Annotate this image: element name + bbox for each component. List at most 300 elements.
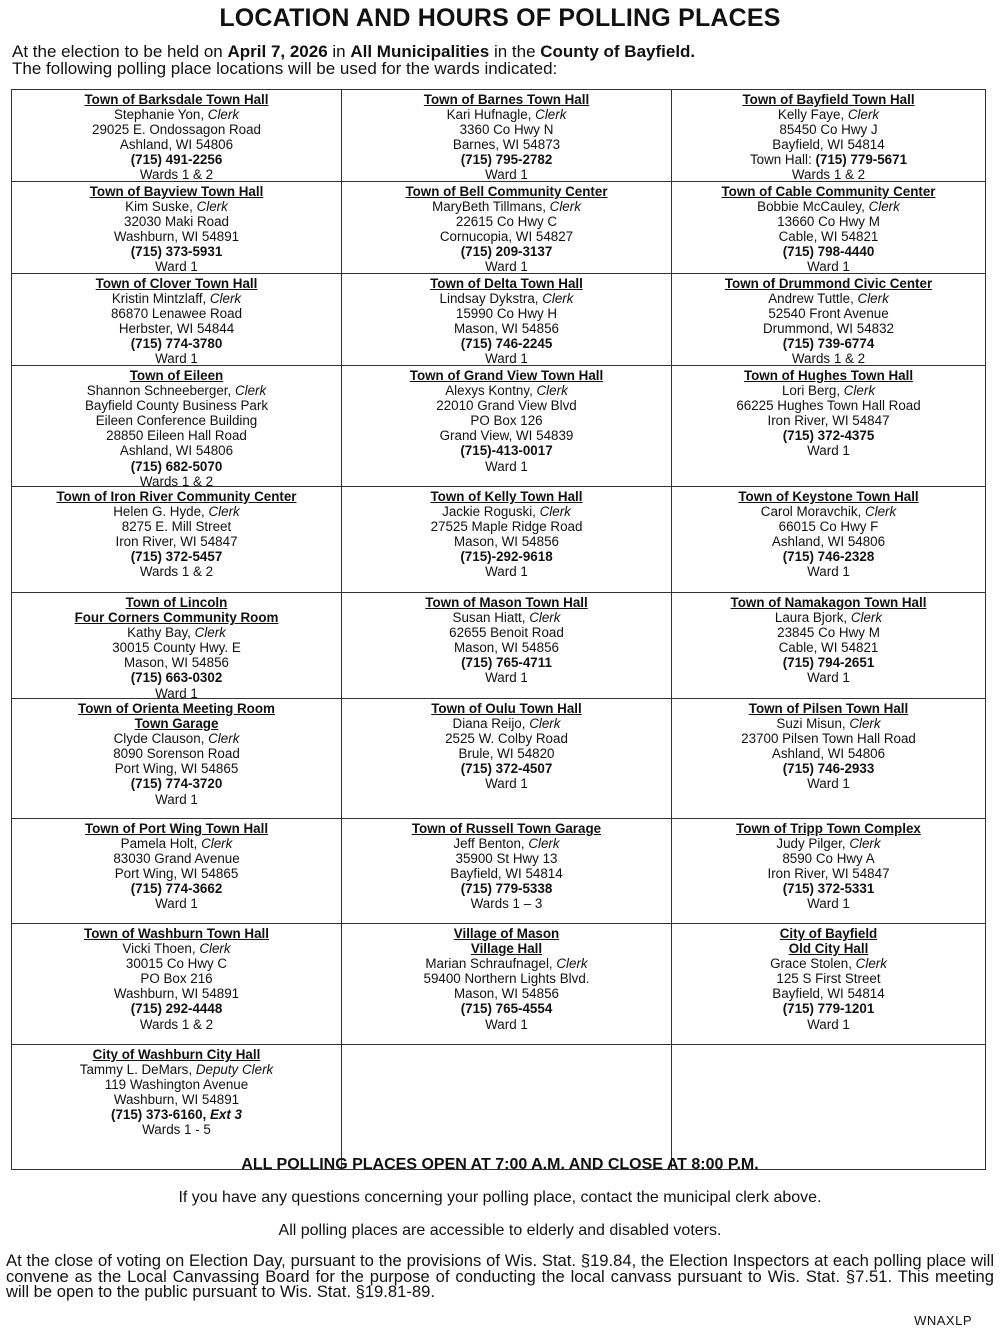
wards: Ward 1 xyxy=(807,896,850,912)
clerk-line xyxy=(12,1062,341,1077)
polling-place-cell xyxy=(342,593,672,699)
phone-number: (715)-292-9618 xyxy=(460,549,553,565)
empty-cell xyxy=(342,1045,672,1170)
phone-line xyxy=(12,670,341,685)
phone-line xyxy=(342,443,671,458)
wards: Wards 1 – 3 xyxy=(470,896,543,912)
clerk-name: Bobbie McCauley, xyxy=(757,199,869,215)
address-line: 59400 Northern Lights Blvd. xyxy=(423,971,590,987)
clerk-name: Kathy Bay, xyxy=(127,625,195,641)
clerk-line xyxy=(672,836,985,851)
wards: Wards 1 - 5 xyxy=(142,1122,211,1138)
clerk-name: Shannon Schneeberger, xyxy=(86,383,235,399)
address-line: Mason, WI 54856 xyxy=(454,986,559,1002)
polling-place-name: Town of Port Wing Town Hall xyxy=(84,821,269,836)
phone-line xyxy=(12,549,341,564)
wards: Ward 1 xyxy=(155,259,198,274)
address-line: Bayfield, WI 54814 xyxy=(772,986,885,1002)
address-line: Bayfield, WI 54814 xyxy=(450,866,563,882)
phone-line xyxy=(672,1001,985,1016)
clerk-name: Diana Reijo, xyxy=(452,716,530,732)
clerk-name: Carol Moravchik, xyxy=(760,504,865,520)
address-line: 62655 Benoit Road xyxy=(449,625,564,641)
polling-place-cell xyxy=(12,819,342,924)
polling-place-name: Town Garage xyxy=(134,716,219,732)
phone-number: (715) 746-2328 xyxy=(782,549,875,565)
clerk-role: Clerk xyxy=(868,199,900,215)
county: County of Bayfield. xyxy=(540,42,696,61)
address-line: Eileen Conference Building xyxy=(95,413,258,429)
canvass-statement: At the close of voting on Election Day, pursuant to the provisions of Wis. Stat. §19.84, the Election Inspectors at each polling place will convene as the Local Canvassing Board for the purpose of conducting the local canvass pursuant to Wis. Stat. §7.51. This meeting will be open to the public pursuant to Wis. Stat. §19.81-89. xyxy=(6,1251,994,1301)
phone-number: (715) 774-3720 xyxy=(130,776,223,792)
polling-place-name: Town of Iron River Community Center xyxy=(56,489,297,504)
clerk-line xyxy=(12,625,341,640)
polling-place-name: Old City Hall xyxy=(788,941,869,957)
phone-line xyxy=(12,1107,341,1122)
address-line: Mason, WI 54856 xyxy=(454,321,559,337)
clerk-name: Judy Pilger, xyxy=(776,836,850,852)
polling-place-cell xyxy=(672,699,986,819)
polling-place-name: Town of Lincoln xyxy=(125,595,228,610)
wards: Ward 1 xyxy=(485,351,528,366)
address-line: Cable, WI 54821 xyxy=(778,640,879,656)
clerk-name: Stephanie Yon, xyxy=(113,107,208,123)
phone-number: (715) 779-1201 xyxy=(782,1001,875,1017)
phone-extension: Ext 3 xyxy=(210,1107,243,1123)
phone-number: (715) 739-6774 xyxy=(782,336,875,352)
address-line: Drummond, WI 54832 xyxy=(763,321,894,337)
polling-place-name: Town of Namakagon Town Hall xyxy=(730,595,927,610)
polling-place-name: Town of Cable Community Center xyxy=(721,184,936,199)
phone-line xyxy=(672,428,985,443)
polling-place-name: Town of Keystone Town Hall xyxy=(738,489,919,504)
address-line: 13660 Co Hwy M xyxy=(777,214,880,230)
address-line: Brule, WI 54820 xyxy=(458,746,555,762)
address-line: 66015 Co Hwy F xyxy=(778,519,879,535)
address-line: 15990 Co Hwy H xyxy=(455,306,558,322)
address-line: 27525 Maple Ridge Road xyxy=(430,519,583,535)
polling-places-table xyxy=(11,89,986,1170)
wards: Ward 1 xyxy=(485,458,528,474)
polling-place-name: Town of Washburn Town Hall xyxy=(84,926,269,941)
notice-title: LOCATION AND HOURS OF POLLING PLACES xyxy=(219,4,781,32)
intro-text xyxy=(12,43,992,77)
polling-place-name: Village of Mason xyxy=(453,926,560,941)
wards: Ward 1 xyxy=(807,443,850,459)
polling-place-name: Town of Clover Town Hall xyxy=(95,276,258,291)
address-line: 22010 Grand View Blvd xyxy=(436,398,577,414)
clerk-name: Jackie Roguski, xyxy=(442,504,540,520)
phone-label: Town Hall: xyxy=(749,152,816,168)
address-line: 2525 W. Colby Road xyxy=(445,731,568,747)
address-line: Herbster, WI 54844 xyxy=(118,321,235,337)
clerk-role: Clerk xyxy=(864,504,897,520)
clerk-role: Clerk xyxy=(843,383,876,399)
polling-place-cell xyxy=(672,487,986,593)
polling-place-cell xyxy=(672,593,986,699)
clerk-name: Kim Suske, xyxy=(125,199,197,215)
polling-place-name: Town of Kelly Town Hall xyxy=(430,489,583,504)
intro-line-2: The following polling place locations will be used for the wards indicated: xyxy=(12,59,558,78)
phone-line xyxy=(342,881,671,896)
address-line: 66225 Hughes Town Hall Road xyxy=(736,398,921,414)
clerk-role: Clerk xyxy=(208,731,240,747)
clerk-line xyxy=(672,199,985,214)
wards: Wards 1 & 2 xyxy=(139,564,214,580)
phone-number: (715) 765-4711 xyxy=(461,655,552,671)
phone-number: (715) 372-5457 xyxy=(130,549,223,565)
clerk-role: Clerk xyxy=(208,504,240,520)
clerk-line xyxy=(672,504,985,519)
polling-place-name: Town of Barksdale Town Hall xyxy=(84,92,269,107)
election-date: April 7, 2026 xyxy=(227,42,328,61)
phone-line xyxy=(672,549,985,564)
phone-number: (715) 372-4375 xyxy=(782,428,875,444)
phone-line xyxy=(672,336,985,351)
polling-place-name: Town of Grand View Town Hall xyxy=(409,368,604,383)
phone-number: (715) 779-5671 xyxy=(815,152,908,168)
phone-line xyxy=(342,152,671,167)
address-line: Mason, WI 54856 xyxy=(124,655,229,671)
polling-place-name: Town of Pilsen Town Hall xyxy=(748,701,909,716)
address-line: Bayfield County Business Park xyxy=(84,398,269,414)
clerk-name: Clyde Clauson, xyxy=(113,731,209,747)
wards: Ward 1 xyxy=(807,776,850,792)
clerk-line xyxy=(342,504,671,519)
address-line: Ashland, WI 54806 xyxy=(119,137,234,153)
polling-place-name: Town of Oulu Town Hall xyxy=(431,701,582,716)
polling-place-name: Town of Mason Town Hall xyxy=(425,595,588,610)
polling-place-cell xyxy=(342,274,672,366)
phone-number: (715) 372-4507 xyxy=(460,761,553,777)
polling-place-name: Town of Bell Community Center xyxy=(405,184,608,199)
polling-place-name: Town of Bayview Town Hall xyxy=(89,184,264,199)
polling-place-name: City of Bayfield xyxy=(779,926,878,941)
clerk-name: Kelly Faye, xyxy=(777,107,848,123)
wards: Wards 1 & 2 xyxy=(791,351,866,366)
clerk-line xyxy=(342,107,671,122)
clerk-line xyxy=(342,291,671,306)
clerk-line xyxy=(12,941,341,956)
clerk-name: Laura Bjork, xyxy=(774,610,851,626)
wards: Ward 1 xyxy=(155,791,198,807)
phone-line xyxy=(672,655,985,670)
address-line: 86870 Lenawee Road xyxy=(110,306,243,322)
clerk-role: Clerk xyxy=(528,836,560,852)
phone-line xyxy=(12,459,341,474)
address-line: Ashland, WI 54806 xyxy=(119,443,234,459)
intro-part-1: At the election to be held on xyxy=(12,42,228,61)
polling-place-cell xyxy=(672,366,986,487)
polling-place-cell xyxy=(672,819,986,924)
phone-line xyxy=(342,761,671,776)
phone-number: (715) 209-3137 xyxy=(460,244,553,260)
address-line: Bayfield, WI 54814 xyxy=(772,137,885,153)
intro-part-2: in xyxy=(327,42,351,61)
polling-place-cell xyxy=(342,924,672,1045)
phone-number: (715) 774-3780 xyxy=(130,336,223,352)
polling-place-cell xyxy=(672,182,986,274)
address-line: 8590 Co Hwy A xyxy=(782,851,875,867)
clerk-line xyxy=(672,716,985,731)
address-line: 23700 Pilsen Town Hall Road xyxy=(741,731,916,747)
address-line: Port Wing, WI 54865 xyxy=(114,761,239,777)
phone-line xyxy=(12,244,341,259)
address-line: 23845 Co Hwy M xyxy=(777,625,880,641)
polling-place-name: Town of Orienta Meeting Room xyxy=(78,701,275,716)
address-line: PO Box 126 xyxy=(470,413,543,429)
clerk-line xyxy=(342,956,671,971)
polling-place-cell xyxy=(12,1045,342,1170)
phone-line xyxy=(12,336,341,351)
wards: Ward 1 xyxy=(485,1016,528,1032)
polling-place-cell xyxy=(12,593,342,699)
polling-place-name: City of Washburn City Hall xyxy=(92,1047,261,1062)
address-line: 85450 Co Hwy J xyxy=(779,122,878,138)
clerk-name: Suzi Misun, xyxy=(776,716,850,732)
address-line: Ashland, WI 54806 xyxy=(771,534,886,550)
phone-line xyxy=(672,244,985,259)
clerk-line xyxy=(12,199,341,214)
polling-place-cell xyxy=(672,924,986,1045)
address-line: Iron River, WI 54847 xyxy=(767,413,890,429)
phone-number: (715) 373-5931 xyxy=(130,244,223,260)
phone-line xyxy=(672,881,985,896)
clerk-line xyxy=(12,504,341,519)
clerk-role: Clerk xyxy=(850,610,883,626)
address-line: 8090 Sorenson Road xyxy=(113,746,240,762)
clerk-name: Jeff Benton, xyxy=(453,836,529,852)
address-line: 35900 St Hwy 13 xyxy=(455,851,558,867)
wards: Ward 1 xyxy=(155,685,198,699)
phone-number: (715) 779-5338 xyxy=(460,881,553,897)
hours-statement: ALL POLLING PLACES OPEN AT 7:00 A.M. AND CLOSE AT 8:00 P.M. xyxy=(241,1156,759,1173)
clerk-role: Deputy Clerk xyxy=(195,1062,274,1078)
polling-place-name: Town of Eileen xyxy=(129,368,224,383)
clerk-role: Clerk xyxy=(201,836,233,852)
phone-number: (715) 682-5070 xyxy=(130,458,223,474)
address-line: 125 S First Street xyxy=(776,971,881,987)
polling-place-cell xyxy=(672,274,986,366)
clerk-role: Clerk xyxy=(855,956,887,972)
polling-place-cell xyxy=(342,182,672,274)
address-line: 30015 Co Hwy C xyxy=(125,956,228,972)
address-line: 30015 County Hwy. E xyxy=(112,640,241,656)
clerk-role: Clerk xyxy=(529,716,561,732)
phone-line xyxy=(342,336,671,351)
address-line: Cornucopia, WI 54827 xyxy=(439,229,574,245)
wards: Ward 1 xyxy=(155,896,198,912)
clerk-line xyxy=(342,199,671,214)
polling-place-name: Town of Tripp Town Complex xyxy=(736,821,921,836)
phone-number: (715) 774-3662 xyxy=(130,881,223,897)
polling-place-cell xyxy=(12,274,342,366)
polling-place-name: Town of Delta Town Hall xyxy=(430,276,583,291)
phone-number: (715) 798-4440 xyxy=(782,244,875,260)
polling-place-cell xyxy=(342,819,672,924)
address-line: Washburn, WI 54891 xyxy=(113,229,240,245)
address-line: 28850 Eileen Hall Road xyxy=(106,428,247,444)
phone-number: (715) 491-2256 xyxy=(130,152,223,168)
phone-line xyxy=(12,152,341,167)
clerk-role: Clerk xyxy=(536,383,568,399)
wards: Ward 1 xyxy=(485,259,528,274)
clerk-name: Lindsay Dykstra, xyxy=(439,291,543,307)
clerk-line xyxy=(342,716,671,731)
wards: Ward 1 xyxy=(485,564,528,580)
polling-place-name: Four Corners Community Room xyxy=(74,610,279,626)
clerk-line xyxy=(672,291,985,306)
polling-place-name: Town of Drummond Civic Center xyxy=(724,276,933,291)
address-line: Port Wing, WI 54865 xyxy=(114,866,239,882)
wards: Ward 1 xyxy=(485,670,528,686)
clerk-line xyxy=(672,610,985,625)
phone-number: (715) 373-6160, xyxy=(110,1107,210,1123)
clerk-name: Kari Hufnagle, xyxy=(446,107,536,123)
wards: Ward 1 xyxy=(807,670,850,686)
address-line: Washburn, WI 54891 xyxy=(113,1092,240,1108)
address-line: PO Box 216 xyxy=(140,971,213,987)
address-line: 52540 Front Avenue xyxy=(768,306,889,322)
phone-number: (715) 765-4554 xyxy=(460,1001,553,1017)
address-line: Iron River, WI 54847 xyxy=(115,534,238,550)
polling-place-name: Town of Russell Town Garage xyxy=(411,821,602,836)
wards: Ward 1 xyxy=(807,259,850,274)
phone-line xyxy=(12,881,341,896)
clerk-line xyxy=(12,107,341,122)
address-line: 119 Washington Avenue xyxy=(104,1077,249,1093)
polling-place-cell xyxy=(12,182,342,274)
clerk-line xyxy=(672,107,985,122)
polling-place-cell xyxy=(342,487,672,593)
phone-line xyxy=(12,776,341,791)
clerk-line xyxy=(342,610,671,625)
phone-number: (715) 794-2651 xyxy=(782,655,875,671)
ad-code: WNAXLP xyxy=(914,1313,972,1328)
clerk-role: Clerk xyxy=(539,504,571,520)
address-line: Iron River, WI 54847 xyxy=(767,866,890,882)
clerk-role: Clerk xyxy=(857,291,889,307)
wards: Ward 1 xyxy=(485,167,528,182)
clerk-name: Grace Stolen, xyxy=(770,956,856,972)
clerk-line xyxy=(12,383,341,398)
wards: Wards 1 & 2 xyxy=(791,167,866,182)
wards: Ward 1 xyxy=(807,564,850,580)
phone-number: (715) 292-4448 xyxy=(130,1001,223,1017)
address-line: 32030 Maki Road xyxy=(124,214,229,230)
questions-statement: If you have any questions concerning your polling place, contact the municipal clerk above. xyxy=(178,1189,822,1206)
wards: Wards 1 & 2 xyxy=(139,167,214,182)
wards: Ward 1 xyxy=(485,776,528,792)
clerk-line xyxy=(342,836,671,851)
clerk-line xyxy=(672,956,985,971)
address-line: 8275 E. Mill Street xyxy=(121,519,232,535)
polling-place-cell xyxy=(12,90,342,182)
polling-place-cell xyxy=(12,366,342,487)
phone-line xyxy=(342,244,671,259)
empty-cell xyxy=(672,1045,986,1170)
polling-place-cell xyxy=(12,924,342,1045)
clerk-role: Clerk xyxy=(194,625,226,641)
clerk-name: Tammy L. DeMars, xyxy=(79,1062,196,1078)
phone-line xyxy=(342,1001,671,1016)
phone-number: (715) 746-2245 xyxy=(460,336,553,352)
clerk-role: Clerk xyxy=(556,956,588,972)
phone-line xyxy=(672,152,985,167)
phone-number: (715) 795-2782 xyxy=(460,152,553,168)
polling-place-name: Town of Barnes Town Hall xyxy=(423,92,590,107)
phone-line xyxy=(342,655,671,670)
wards: Wards 1 & 2 xyxy=(139,473,214,487)
municipalities: All Municipalities xyxy=(350,42,490,61)
polling-place-cell xyxy=(672,90,986,182)
clerk-name: Alexys Kontny, xyxy=(445,383,537,399)
address-line: 29025 E. Ondossagon Road xyxy=(92,122,261,138)
polling-place-cell xyxy=(12,699,342,819)
address-line: Mason, WI 54856 xyxy=(454,534,559,550)
clerk-role: Clerk xyxy=(529,610,561,626)
clerk-role: Clerk xyxy=(234,383,267,399)
clerk-role: Clerk xyxy=(209,291,242,307)
address-line: Mason, WI 54856 xyxy=(454,640,559,656)
address-line: Barnes, WI 54873 xyxy=(452,137,561,153)
clerk-line xyxy=(672,383,985,398)
clerk-line xyxy=(12,731,341,746)
clerk-role: Clerk xyxy=(847,107,880,123)
clerk-role: Clerk xyxy=(199,941,231,957)
clerk-name: Kristin Mintzlaff, xyxy=(111,291,210,307)
address-line: 83030 Grand Avenue xyxy=(113,851,240,867)
phone-line xyxy=(342,549,671,564)
clerk-role: Clerk xyxy=(535,107,567,123)
polling-place-cell xyxy=(342,366,672,487)
phone-number: (715)-413-0017 xyxy=(460,443,553,459)
clerk-role: Clerk xyxy=(542,291,574,307)
clerk-name: Pamela Holt, xyxy=(120,836,202,852)
polling-place-cell xyxy=(12,487,342,593)
clerk-role: Clerk xyxy=(849,836,881,852)
address-line: 3360 Co Hwy N xyxy=(459,122,554,138)
clerk-role: Clerk xyxy=(207,107,240,123)
polling-place-cell xyxy=(342,90,672,182)
clerk-name: Marian Schraufnagel, xyxy=(425,956,557,972)
phone-number: (715) 372-5331 xyxy=(782,881,875,897)
wards: Ward 1 xyxy=(807,1016,850,1032)
polling-place-cell xyxy=(342,699,672,819)
clerk-line xyxy=(12,291,341,306)
clerk-name: Vicki Thoen, xyxy=(122,941,200,957)
polling-place-name: Town of Hughes Town Hall xyxy=(743,368,914,383)
polling-place-name: Town of Bayfield Town Hall xyxy=(742,92,915,107)
address-line: Washburn, WI 54891 xyxy=(113,986,240,1002)
wards: Ward 1 xyxy=(155,351,198,366)
address-line: Ashland, WI 54806 xyxy=(771,746,886,762)
clerk-name: Lori Berg, xyxy=(781,383,844,399)
phone-number: (715) 663-0302 xyxy=(130,670,223,686)
accessibility-statement: All polling places are accessible to elderly and disabled voters. xyxy=(278,1222,722,1239)
phone-line xyxy=(12,1001,341,1016)
clerk-name: MaryBeth Tillmans, xyxy=(432,199,550,215)
phone-number: (715) 746-2933 xyxy=(782,761,875,777)
clerk-name: Andrew Tuttle, xyxy=(768,291,858,307)
clerk-name: Helen G. Hyde, xyxy=(113,504,209,520)
intro-part-3: in the xyxy=(489,42,541,61)
phone-line xyxy=(672,761,985,776)
clerk-line xyxy=(12,836,341,851)
clerk-name: Susan Hiatt, xyxy=(452,610,530,626)
polling-place-name: Village Hall xyxy=(470,941,543,957)
address-line: 22615 Co Hwy C xyxy=(455,214,558,230)
